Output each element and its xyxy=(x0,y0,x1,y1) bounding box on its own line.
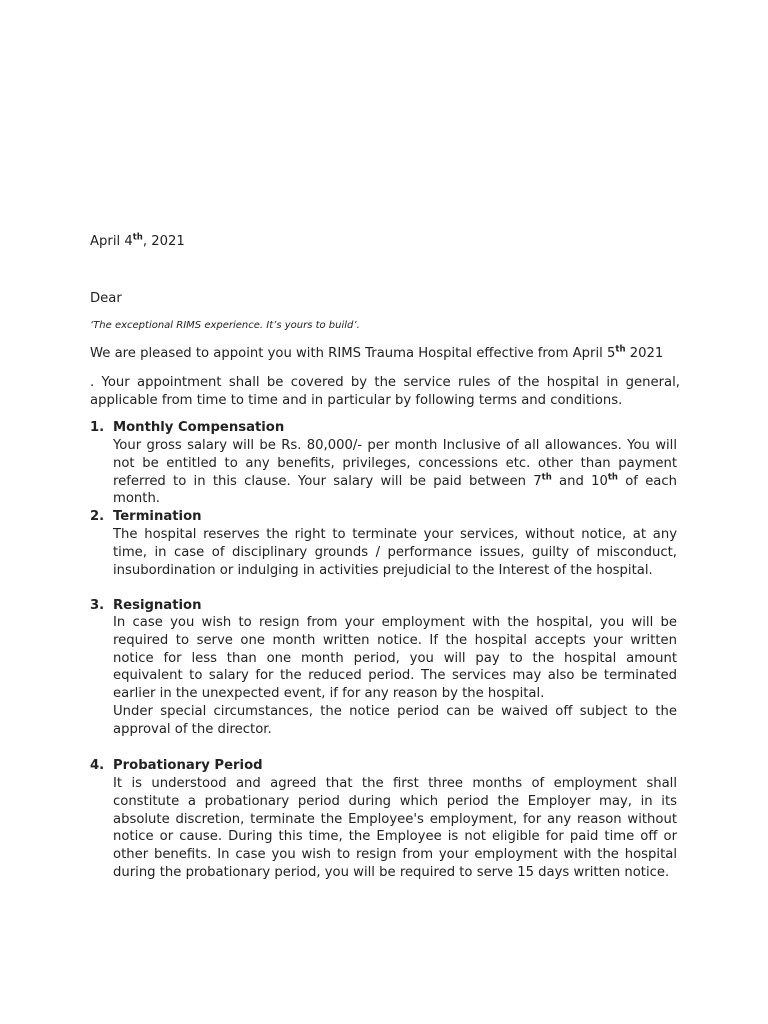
date-suffix: th xyxy=(132,232,143,243)
section-heading-compensation xyxy=(90,419,284,437)
letter-date xyxy=(90,233,680,251)
appointment-suffix: th xyxy=(615,344,626,355)
section-number: 4. xyxy=(90,758,105,773)
appointment-year: 2021 xyxy=(625,346,664,361)
tagline: ‘The exceptional RIMS experience. It’s yours to build’. xyxy=(90,320,360,331)
compensation-text-c: of each month. xyxy=(113,473,677,507)
resignation-paragraph-1: In case you wish to resign from your employment with the hospital, you will be required to serve one month written notice. If the hospital accepts your written notice for less than one month period, you will pay to the hospital amount equivalent to salary for the reduced period. The services may also be terminated earlier in the unexpected event, if for any reason by the hospital. xyxy=(113,615,677,702)
resignation-paragraph-2: Under special circumstances, the notice period can be waived off subject to the approval of the director. xyxy=(113,703,677,737)
intro-paragraph: . Your appointment shall be covered by the service rules of the hospital in general, applicable from time to time and in particular by following terms and conditions. xyxy=(90,375,680,408)
section-number: 2. xyxy=(90,509,105,524)
section-number: 3. xyxy=(90,598,105,613)
section-body-probation: It is understood and agreed that the first three months of employment shall constitute a probationary period during which period the Employer may, in its absolute discretion, terminate the Employee's employment, for any reason without notice or cause. During this time, the Employee is not eligible for paid time off or other benefits. In case you wish to resign from your employment with the hospital during the probationary period, you will be required to serve 15 days written notice. xyxy=(113,776,677,880)
section-number: 1. xyxy=(90,420,105,435)
section-title: Resignation xyxy=(113,598,202,613)
section-heading-probation xyxy=(90,757,263,775)
compensation-text-a: Your gross salary will be Rs. 80,000/- per month Inclusive of all allowances. You will not be entitled to any benefits, privileges, concessions etc. other than payment referred to in this clause. Your salary will be paid between 7 xyxy=(113,438,677,489)
section-title: Monthly Compensation xyxy=(113,420,285,435)
date-year: , 2021 xyxy=(142,234,185,249)
compensation-sup-a: th xyxy=(541,472,552,483)
compensation-sup-b: th xyxy=(607,472,618,483)
section-title: Probationary Period xyxy=(113,758,263,773)
section-body-resignation xyxy=(113,614,677,739)
salutation: Dear xyxy=(90,291,122,306)
section-body-termination: The hospital reserves the right to terminate your services, without notice, at any time, in case of disciplinary grounds / performance issues, guilty of misconduct, insubordination or indulging in activities prejudicial to the Interest of the hospital. xyxy=(113,527,677,578)
compensation-text-b: and 10 xyxy=(551,473,608,489)
appointment-text: We are pleased to appoint you with RIMS Trauma Hospital effective from April 5 xyxy=(90,346,616,361)
date-month-day: April 4 xyxy=(90,234,133,249)
section-heading-termination xyxy=(90,508,202,526)
section-body-compensation xyxy=(113,437,677,508)
section-heading-resignation xyxy=(90,597,201,615)
appointment-line xyxy=(90,345,690,363)
section-title: Termination xyxy=(113,509,202,524)
